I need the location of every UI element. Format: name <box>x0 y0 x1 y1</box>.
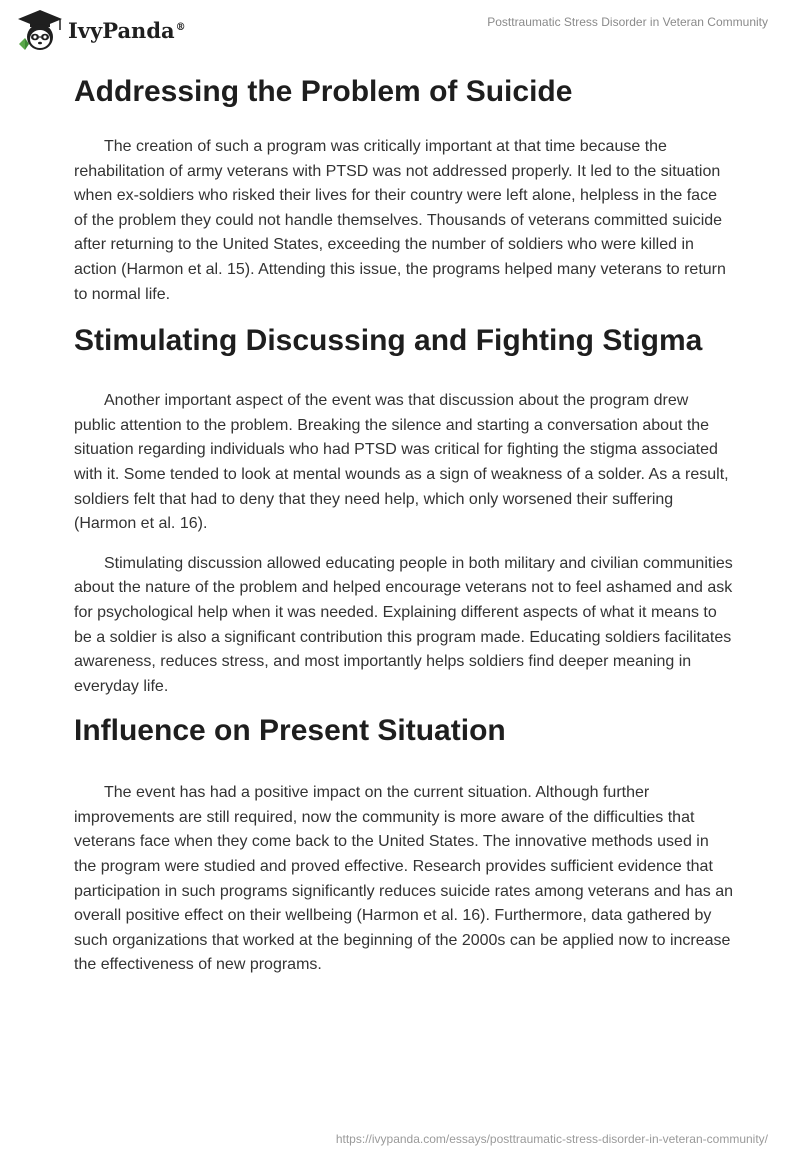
section-present-situation <box>74 709 734 978</box>
paragraph: Another important aspect of the event was that discussion about the program drew public attention to the problem. Breaking the silence and starting a conversation about the situation regarding individuals who had PTSD was critical for fighting the stigma associated with it. Some tended to look at mental wounds as a sign of weakness of a solder. As a result, soldiers felt that had to deny that they need help, which only worsened their suffering (Harmon et al. 16). <box>74 392 729 533</box>
registered-mark: ® <box>175 21 186 33</box>
paragraph: Stimulating discussion allowed educating people in both military and civilian communities about the nature of the problem and helped encourage veterans not to feel ashamed and ask for psychological help when it was needed. Explaining different aspects of what it means to be a soldier is also a significant contribution this program made. Educating soldiers facilitates awareness, reduces stress, and most importantly helps soldiers find deeper meaning in everyday life. <box>74 554 733 695</box>
section-heading: Influence on Present Situation <box>74 714 506 748</box>
section-fighting-stigma <box>74 319 734 699</box>
document-title: Posttraumatic Stress Disorder in Veteran Community <box>487 15 768 29</box>
section-heading: Addressing the Problem of Suicide <box>74 75 573 108</box>
panda-graduate-icon <box>16 8 64 52</box>
source-url-link[interactable]: https://ivypanda.com/essays/posttraumatic-stress-disorder-in-veteran-community/ <box>335 1132 768 1146</box>
section-heading: Stimulating Discussing and Fighting Stigma <box>74 324 703 358</box>
paragraph: The creation of such a program was critically important at that time because the rehabilitation of army veterans with PTSD was not addressed properly. It led to the situation when ex-soldiers who risked their lives for their country were left alone, helpless in the face of the problem they could not handle themselves. Thousands of veterans committed suicide after returning to the United States, exceeding the number of soldiers who were killed in action (Harmon et al. 15). Attending this issue, the programs helped many veterans to return to normal life. <box>74 138 726 303</box>
page-header <box>0 0 800 64</box>
brand-name: IvyPanda® <box>68 17 186 43</box>
paragraph: The event has had a positive impact on the current situation. Although further improvements are still required, now the community is more aware of the difficulties that veterans face when they come back to the United States. The innovative methods used in the program were studied and proved effective. Research provides sufficient evidence that participation in such programs significantly reduces suicide rates among veterans and has an overall positive effect on their wellbeing (Harmon et al. 16). Furthermore, data gathered by such organizations that worked at the beginning of the 2000s can be applied now to increase the effectiveness of new programs. <box>74 784 734 974</box>
brand-logo[interactable] <box>16 8 186 52</box>
section-addressing-suicide <box>74 70 734 307</box>
article-body <box>74 70 734 978</box>
